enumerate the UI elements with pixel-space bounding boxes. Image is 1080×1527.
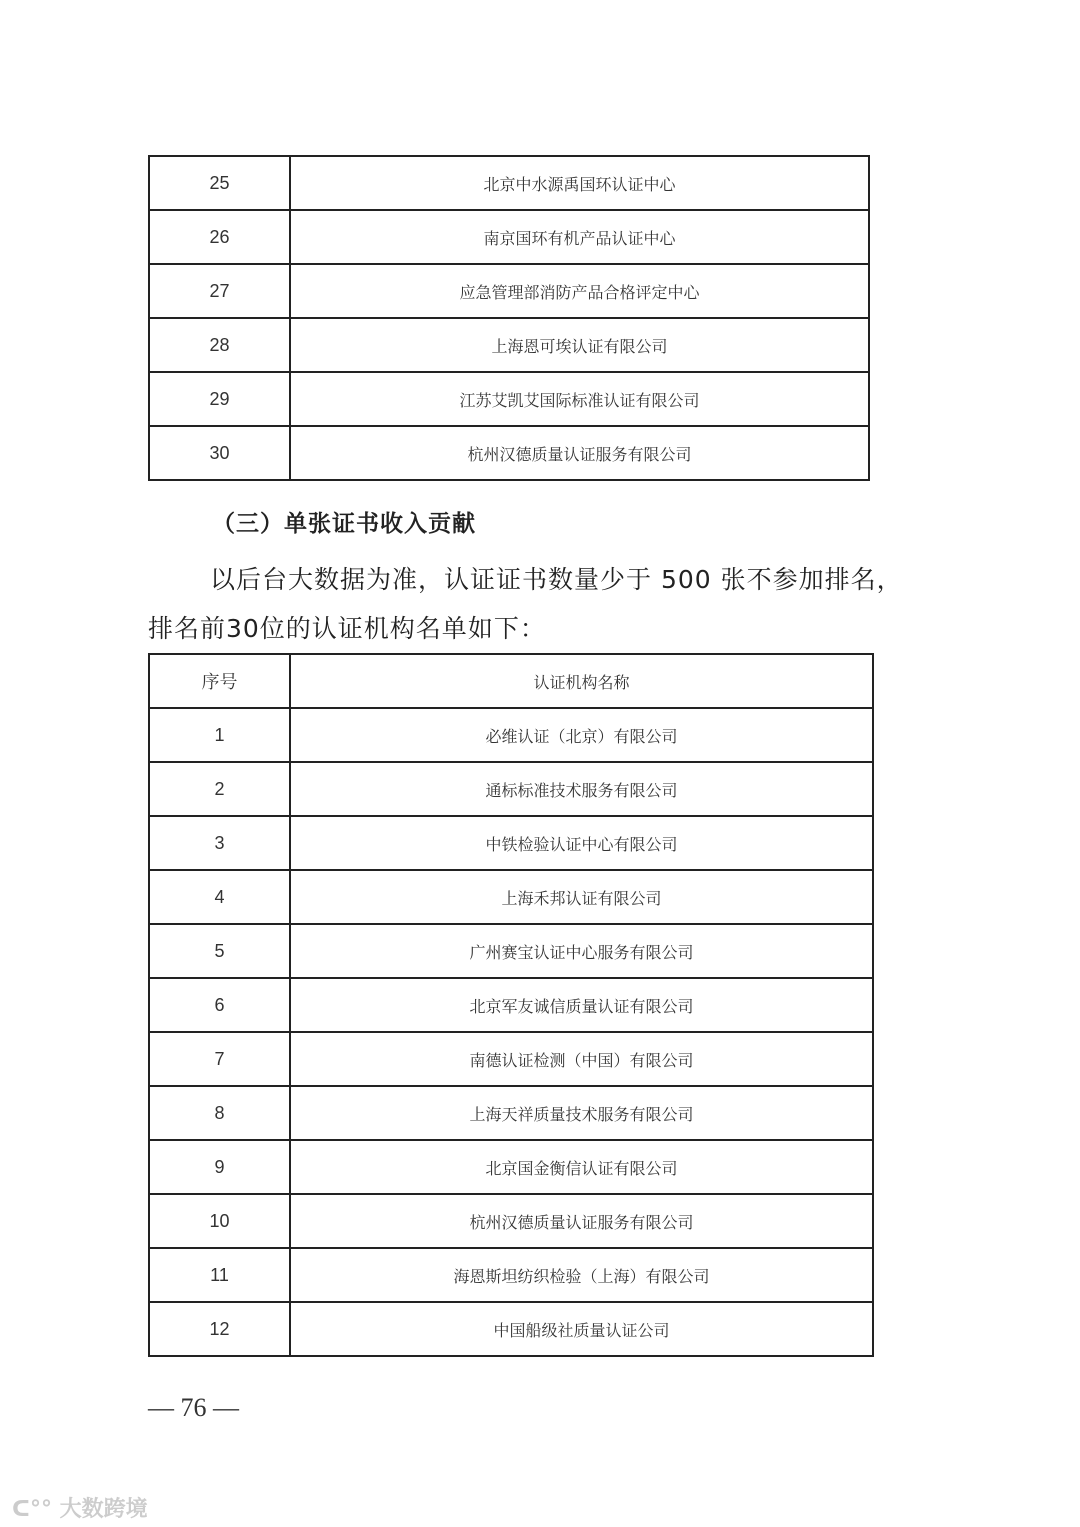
rank-number: 10 bbox=[149, 1194, 290, 1248]
rank-number: 8 bbox=[149, 1086, 290, 1140]
rank-number: 11 bbox=[149, 1248, 290, 1302]
ranking-table bbox=[148, 653, 874, 1357]
organization-name: 通标标准技术服务有限公司 bbox=[290, 762, 873, 816]
organization-name: 应急管理部消防产品合格评定中心 bbox=[290, 264, 869, 318]
organization-name: 南德认证检测（中国）有限公司 bbox=[290, 1032, 873, 1086]
table-header-row bbox=[149, 654, 873, 708]
table-row bbox=[149, 318, 869, 372]
table-row bbox=[149, 1248, 873, 1302]
rank-number: 12 bbox=[149, 1302, 290, 1356]
rank-number: 25 bbox=[149, 156, 290, 210]
table-row bbox=[149, 978, 873, 1032]
paragraph-line-1: 以后台大数据为准，认证证书数量少于 500 张不参加排名， bbox=[210, 565, 903, 594]
table-row bbox=[149, 870, 873, 924]
header-name: 认证机构名称 bbox=[290, 654, 873, 708]
table-row bbox=[149, 816, 873, 870]
organization-name: 杭州汉德质量认证服务有限公司 bbox=[290, 1194, 873, 1248]
section-heading: （三）单张证书收入贡献 bbox=[212, 511, 476, 537]
table-row bbox=[149, 924, 873, 978]
table-row bbox=[149, 1086, 873, 1140]
rank-number: 5 bbox=[149, 924, 290, 978]
rank-number: 2 bbox=[149, 762, 290, 816]
paragraph-line-2: 排名前30位的认证机构名单如下： bbox=[148, 614, 546, 643]
organization-name: 上海恩可埃认证有限公司 bbox=[290, 318, 869, 372]
rank-number: 30 bbox=[149, 426, 290, 480]
table-row bbox=[149, 1194, 873, 1248]
rank-number: 1 bbox=[149, 708, 290, 762]
table-row bbox=[149, 762, 873, 816]
table-row bbox=[149, 708, 873, 762]
table-row bbox=[149, 1302, 873, 1356]
table-row bbox=[149, 210, 869, 264]
table-row bbox=[149, 156, 869, 210]
organization-name: 海恩斯坦纺织检验（上海）有限公司 bbox=[290, 1248, 873, 1302]
rank-number: 28 bbox=[149, 318, 290, 372]
organization-name: 南京国环有机产品认证中心 bbox=[290, 210, 869, 264]
header-no: 序号 bbox=[149, 654, 290, 708]
watermark-logo: ᑕ°° 大数跨境 bbox=[12, 1497, 148, 1522]
organization-name: 上海天祥质量技术服务有限公司 bbox=[290, 1086, 873, 1140]
rank-number: 9 bbox=[149, 1140, 290, 1194]
organization-name: 江苏艾凯艾国际标准认证有限公司 bbox=[290, 372, 869, 426]
rank-number: 7 bbox=[149, 1032, 290, 1086]
ranking-table-continued bbox=[148, 155, 870, 481]
table-row bbox=[149, 426, 869, 480]
organization-name: 上海禾邦认证有限公司 bbox=[290, 870, 873, 924]
organization-name: 北京国金衡信认证有限公司 bbox=[290, 1140, 873, 1194]
organization-name: 必维认证（北京）有限公司 bbox=[290, 708, 873, 762]
organization-name: 北京中水源禹国环认证中心 bbox=[290, 156, 869, 210]
organization-name: 杭州汉德质量认证服务有限公司 bbox=[290, 426, 869, 480]
organization-name: 广州赛宝认证中心服务有限公司 bbox=[290, 924, 873, 978]
organization-name: 北京军友诚信质量认证有限公司 bbox=[290, 978, 873, 1032]
organization-name: 中国船级社质量认证公司 bbox=[290, 1302, 873, 1356]
rank-number: 29 bbox=[149, 372, 290, 426]
organization-name: 中铁检验认证中心有限公司 bbox=[290, 816, 873, 870]
page-number: — 76 — bbox=[148, 1393, 239, 1422]
rank-number: 4 bbox=[149, 870, 290, 924]
rank-number: 27 bbox=[149, 264, 290, 318]
rank-number: 26 bbox=[149, 210, 290, 264]
table-row bbox=[149, 264, 869, 318]
table-row bbox=[149, 1140, 873, 1194]
rank-number: 3 bbox=[149, 816, 290, 870]
rank-number: 6 bbox=[149, 978, 290, 1032]
table-row bbox=[149, 1032, 873, 1086]
table-row bbox=[149, 372, 869, 426]
